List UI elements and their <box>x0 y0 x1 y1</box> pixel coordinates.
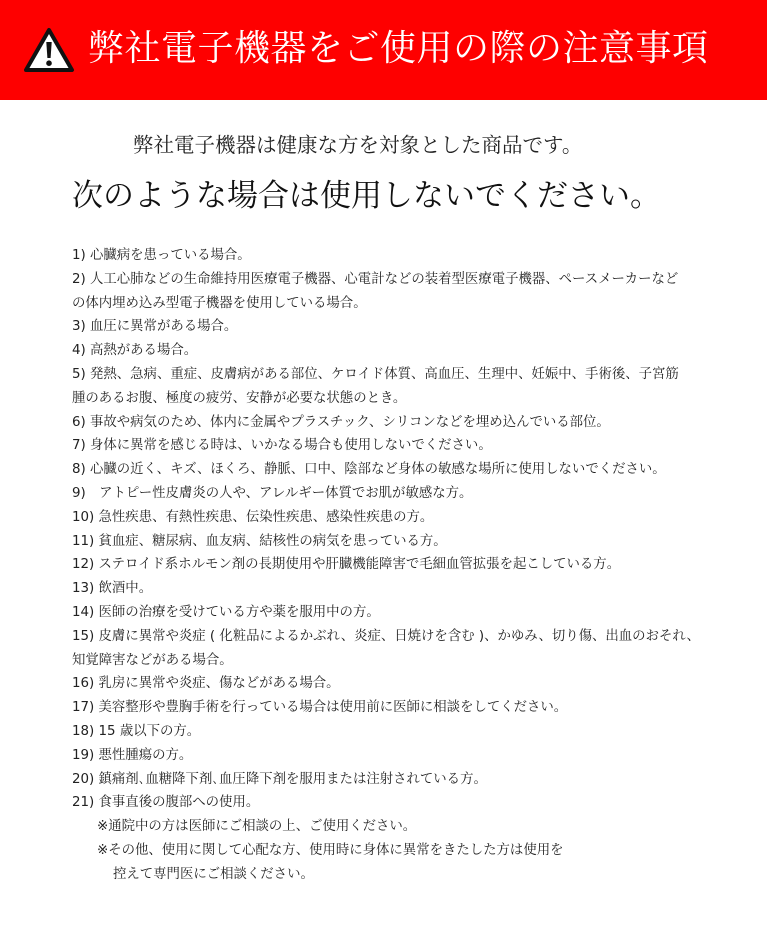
list-item: 16) 乳房に異常や炎症、傷などがある場合。 <box>72 676 340 692</box>
notes-list <box>97 815 564 886</box>
warning-triangle-icon <box>23 27 75 73</box>
list-item: 10) 急性疾患、有熱性疾患、伝染性疾患、感染性疾患の方。 <box>72 509 434 525</box>
list-item: 20) 鎮痛剤､血糖降下剤､血圧降下剤を服用または注射されている方。 <box>72 771 487 787</box>
list-item: 2) 人工心肺などの生命維持用医療電子機器、心電計などの装着型医療電子機器、ペースメーカーなど <box>72 271 679 287</box>
list-item: 4) 高熱がある場合。 <box>72 343 198 359</box>
warning-banner <box>0 0 767 100</box>
banner-title: 弊社電子機器をご使用の際の注意事項 <box>88 28 709 69</box>
list-item: 知覚障害などがある場合。 <box>72 652 233 668</box>
list-item: 7) 身体に異常を感じる時は、いかなる場合も使用しないでください。 <box>72 438 492 454</box>
list-item: の体内埋め込み型電子機器を使用している場合。 <box>72 295 367 311</box>
intro-text: 弊社電子機器は健康な方を対象とした商品です。 <box>133 133 583 157</box>
list-item: 19) 悪性腫瘍の方。 <box>72 747 193 763</box>
list-item: 21) 食事直後の腹部への使用。 <box>72 795 260 811</box>
note-item: ※その他、使用に関して心配な方、使用時に身体に異常をきたした方は使用を <box>97 842 564 858</box>
list-item: 14) 医師の治療を受けている方や薬を服用中の方。 <box>72 604 380 620</box>
headline: 次のような場合は使用しないでください。 <box>72 178 661 214</box>
list-item: 17) 美容整形や豊胸手術を行っている場合は使用前に医師に相談をしてください。 <box>72 700 568 716</box>
list-item: 6) 事故や病気のため、体内に金属やプラスチック、シリコンなどを埋め込んでいる部位。 <box>72 414 610 430</box>
note-item: 控えて専門医にご相談ください。 <box>113 866 314 882</box>
caution-list <box>72 244 752 815</box>
list-item: 1) 心臓病を患っている場合。 <box>72 248 251 263</box>
list-item: 18) 15 歳以下の方。 <box>72 723 201 739</box>
list-item: 腫のあるお腹、極度の疲労、安静が必要な状態のとき。 <box>72 390 407 406</box>
list-item: 11) 貧血症、糖尿病、血友病、結核性の病気を患っている方。 <box>72 533 447 549</box>
note-item: ※通院中の方は医師にご相談の上、ご使用ください。 <box>97 819 417 834</box>
list-item: 12) ステロイド系ホルモン剤の長期使用や肝臓機能障害で毛細血管拡張を起こしている方。 <box>72 557 621 573</box>
list-item: 9) アトピー性皮膚炎の人や、アレルギー体質でお肌が敏感な方。 <box>72 485 473 501</box>
list-item: 8) 心臓の近く、キズ、ほくろ、静脈、口中、陰部など身体の敏感な場所に使用しないでください。 <box>72 462 666 478</box>
list-item: 3) 血圧に異常がある場合。 <box>72 319 238 335</box>
list-item: 13) 飲酒中。 <box>72 581 153 597</box>
list-item: 15) 皮膚に異常や炎症 ( 化粧品によるかぶれ、炎症、日焼けを含む )、かゆみ、切り傷、出血のおそれ、 <box>72 628 700 644</box>
list-item: 5) 発熱、急病、重症、皮膚病がある部位、ケロイド体質、高血圧、生理中、妊娠中、手術後、子宮筋 <box>72 366 679 382</box>
